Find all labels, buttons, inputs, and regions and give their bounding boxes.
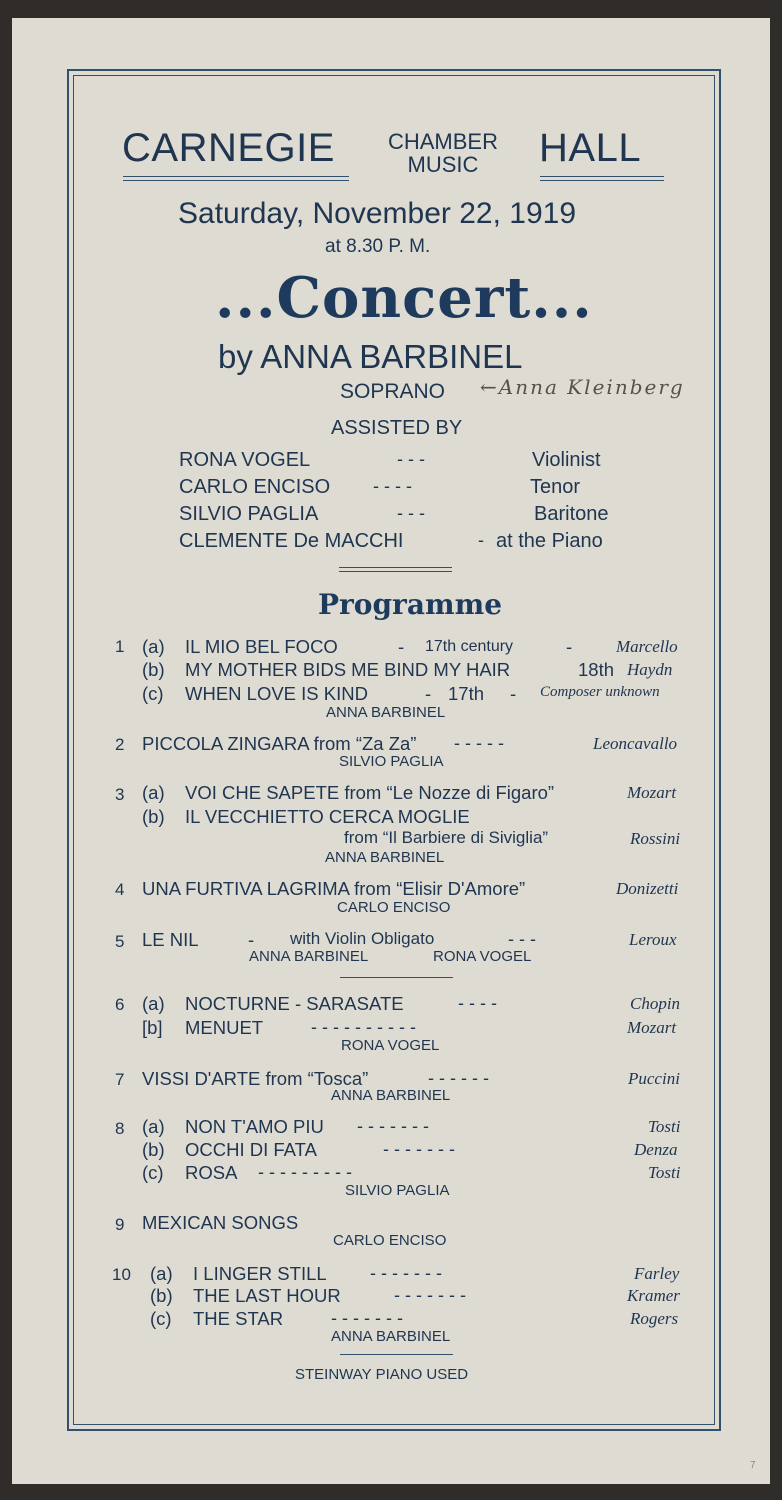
song-title: VISSI D'ARTE from “Tosca” bbox=[142, 1068, 369, 1089]
song-title: MEXICAN SONGS bbox=[142, 1212, 299, 1233]
voice-type: SOPRANO bbox=[340, 380, 446, 403]
song-title: PICCOLA ZINGARA from “Za Za” bbox=[142, 733, 417, 754]
item-letter: (a) bbox=[142, 1116, 165, 1137]
item-performer: RONA VOGEL bbox=[341, 1037, 440, 1054]
chamber-text: CHAMBER bbox=[387, 129, 498, 154]
artist-role: Tenor bbox=[530, 476, 581, 498]
item-performer: RONA VOGEL bbox=[433, 948, 532, 965]
item-performer: ANNA BARBINEL bbox=[326, 704, 446, 721]
composer: Farley bbox=[634, 1264, 680, 1283]
corner-mark: 7 bbox=[750, 1460, 756, 1471]
dash-leader: - bbox=[510, 683, 517, 704]
item-performer: ANNA BARBINEL bbox=[331, 1087, 451, 1104]
song-title: IL MIO BEL FOCO bbox=[185, 636, 338, 657]
item-number: 8 bbox=[115, 1119, 125, 1138]
song-source: from “Il Barbiere di Siviglia” bbox=[344, 828, 549, 847]
handwritten-annotation: ←Anna Kleinberg bbox=[480, 375, 685, 399]
dash-leader: - - - - - - bbox=[428, 1068, 489, 1088]
dash-leader: - - - - - - - bbox=[370, 1263, 442, 1283]
dash-leader: - - - bbox=[508, 929, 536, 949]
dash-leader: - - - - - - - - - - bbox=[311, 1017, 416, 1037]
section-divider bbox=[339, 567, 452, 572]
song-note: 18th bbox=[578, 659, 615, 680]
dash-leader: - - - bbox=[397, 503, 425, 523]
song-title: LE NIL bbox=[142, 929, 199, 950]
performer-line: by ANNA BARBINEL bbox=[218, 338, 523, 375]
dash-leader: - - - - bbox=[458, 993, 497, 1013]
artist-name: CLEMENTE De MACCHI bbox=[179, 530, 404, 552]
dash-leader: - bbox=[478, 530, 484, 550]
song-note: 17th century bbox=[425, 638, 514, 655]
item-number: 5 bbox=[115, 932, 125, 951]
item-performer: CARLO ENCISO bbox=[337, 899, 451, 916]
composer: Denza bbox=[634, 1140, 678, 1159]
item-letter: (b) bbox=[150, 1285, 173, 1306]
composer: Tosti bbox=[648, 1163, 681, 1182]
composer: Kramer bbox=[627, 1286, 680, 1305]
item-letter: (b) bbox=[142, 1139, 165, 1160]
song-title: MY MOTHER BIDS ME BIND MY HAIR bbox=[185, 659, 511, 680]
item-letter: (b) bbox=[142, 806, 165, 827]
section-divider bbox=[340, 1354, 453, 1355]
concert-title: ...Concert... bbox=[215, 265, 593, 331]
song-title: I LINGER STILL bbox=[193, 1263, 327, 1284]
item-letter: (a) bbox=[150, 1263, 173, 1284]
item-letter: (a) bbox=[142, 636, 165, 657]
underline-right bbox=[540, 176, 664, 181]
item-number: 10 bbox=[112, 1265, 131, 1284]
song-title: WHEN LOVE IS KIND bbox=[185, 683, 368, 704]
music-text: MUSIC bbox=[407, 152, 479, 177]
composer: Donizetti bbox=[616, 879, 679, 898]
dash-leader: - bbox=[566, 636, 573, 657]
artist-name: SILVIO PAGLIA bbox=[179, 503, 319, 525]
composer: Composer unknown bbox=[540, 684, 660, 700]
composer: Mozart bbox=[627, 783, 677, 802]
composer: Marcello bbox=[616, 637, 678, 656]
item-performer: CARLO ENCISO bbox=[333, 1232, 447, 1249]
song-note: 17th bbox=[448, 683, 485, 704]
dash-leader: - bbox=[398, 636, 405, 657]
section-divider bbox=[340, 977, 453, 978]
dash-leader: - - - bbox=[397, 449, 425, 469]
artist-role: at the Piano bbox=[496, 530, 603, 552]
dash-leader: - - - - - - - - - bbox=[258, 1162, 352, 1182]
item-number: 3 bbox=[115, 785, 125, 804]
song-title: THE STAR bbox=[193, 1308, 284, 1329]
item-performer: ANNA BARBINEL bbox=[331, 1328, 451, 1345]
assisted-by-label: ASSISTED BY bbox=[331, 417, 463, 439]
song-title: ROSA bbox=[185, 1162, 238, 1183]
artist-name: CARLO ENCISO bbox=[179, 476, 331, 498]
song-title: NON T'AMO PIU bbox=[185, 1116, 324, 1137]
composer: Leroux bbox=[629, 930, 677, 949]
footer-note: STEINWAY PIANO USED bbox=[295, 1366, 469, 1383]
song-title: VOI CHE SAPETE from “Le Nozze di Figaro” bbox=[185, 782, 555, 803]
composer: Mozart bbox=[627, 1018, 677, 1037]
composer: Tosti bbox=[648, 1117, 681, 1136]
concert-time: at 8.30 P. M. bbox=[325, 236, 431, 257]
item-letter: [b] bbox=[142, 1017, 163, 1038]
song-title: IL VECCHIETTO CERCA MOGLIE bbox=[185, 806, 470, 827]
programme-heading: Programme bbox=[318, 588, 503, 621]
dash-leader: - bbox=[425, 683, 432, 704]
item-letter: (a) bbox=[142, 782, 165, 803]
concert-date: Saturday, November 22, 1919 bbox=[178, 197, 577, 230]
item-letter: (a) bbox=[142, 993, 165, 1014]
item-number: 9 bbox=[115, 1215, 125, 1234]
item-number: 4 bbox=[115, 880, 125, 899]
item-number: 6 bbox=[115, 995, 125, 1014]
artist-name: RONA VOGEL bbox=[179, 449, 311, 471]
song-note: with Violin Obligato bbox=[290, 929, 435, 948]
item-performer: ANNA BARBINEL bbox=[249, 948, 369, 965]
item-letter: (c) bbox=[142, 1162, 164, 1183]
item-letter: (c) bbox=[142, 683, 164, 704]
dash-leader: - - - - - - - bbox=[383, 1139, 455, 1159]
artist-role: Baritone bbox=[534, 503, 609, 525]
dash-leader: - - - - - - - bbox=[357, 1116, 429, 1136]
item-performer: ANNA BARBINEL bbox=[325, 849, 445, 866]
song-title: OCCHI DI FATA bbox=[185, 1139, 317, 1160]
hall-name-center bbox=[370, 130, 516, 176]
item-letter: (c) bbox=[150, 1308, 172, 1329]
composer: Rossini bbox=[630, 829, 681, 848]
item-number: 2 bbox=[115, 735, 125, 754]
composer: Haydn bbox=[627, 660, 673, 679]
artist-role: Violinist bbox=[532, 449, 601, 471]
item-performer: SILVIO PAGLIA bbox=[339, 753, 444, 770]
dash-leader: - bbox=[248, 929, 255, 950]
item-letter: (b) bbox=[142, 659, 165, 680]
composer: Rogers bbox=[630, 1309, 679, 1328]
item-performer: SILVIO PAGLIA bbox=[345, 1182, 450, 1199]
underline-left bbox=[123, 176, 349, 181]
dash-leader: - - - - bbox=[373, 476, 412, 496]
hall-name-right: HALL bbox=[539, 126, 642, 170]
hall-name-left: CARNEGIE bbox=[122, 126, 335, 170]
dash-leader: - - - - - - - bbox=[331, 1308, 403, 1328]
song-title: MENUET bbox=[185, 1017, 264, 1038]
dash-leader: - - - - - bbox=[454, 733, 504, 753]
song-title: NOCTURNE - SARASATE bbox=[185, 993, 404, 1014]
composer: Puccini bbox=[628, 1069, 680, 1088]
composer: Chopin bbox=[630, 994, 681, 1013]
item-number: 1 bbox=[115, 637, 125, 656]
composer: Leoncavallo bbox=[593, 734, 678, 753]
song-title: THE LAST HOUR bbox=[193, 1285, 341, 1306]
dash-leader: - - - - - - - bbox=[394, 1285, 466, 1305]
song-title: UNA FURTIVA LAGRIMA from “Elisir D'Amore” bbox=[142, 878, 526, 899]
item-number: 7 bbox=[115, 1070, 125, 1089]
